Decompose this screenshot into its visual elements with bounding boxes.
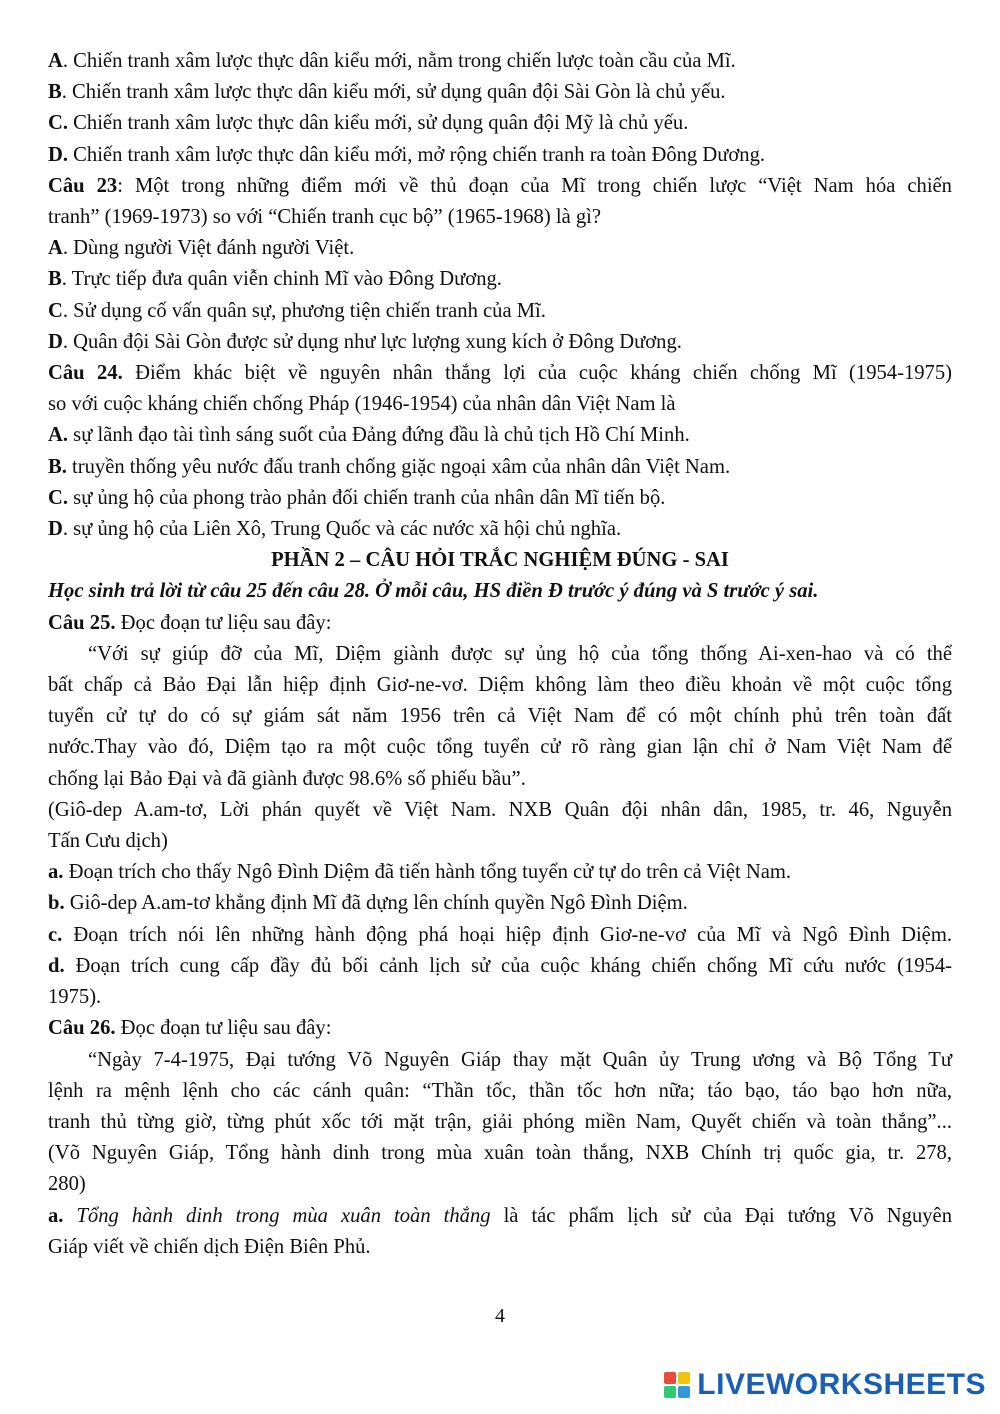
q25-passage-line2: bất chấp cả Bảo Đại lẫn hiệp định Giơ-ne-vơ. Diệm không làm theo điều khoản về một cuộc tổng (48, 674, 952, 697)
q23-stem-line1: Câu 23: Một trong những điểm mới về thủ đoạn của Mĩ trong chiến lược “Việt Nam hóa chiến (48, 174, 952, 197)
q25-statement-d: d. Đoạn trích cung cấp đầy đủ bối cảnh lịch sử của cuộc kháng chiến chống Mĩ cứu nước (1954- (48, 954, 952, 977)
q24-label: Câu 24. (48, 362, 123, 385)
q23-option-b: B. Trực tiếp đưa quân viễn chinh Mĩ vào Đông Dương. (48, 268, 502, 291)
q23-stem-line2: tranh” (1969-1973) so với “Chiến tranh cục bộ” (1965-1968) là gì? (48, 206, 602, 229)
q22-option-a: A. Chiến tranh xâm lược thực dân kiểu mới, nằm trong chiến lược toàn cầu của Mĩ. (48, 50, 736, 72)
q25-source-line1: (Giô-dep A.am-tơ, Lời phán quyết về Việt Nam. NXB Quân đội nhân dân, 1985, tr. 46, Nguyễn (48, 798, 952, 821)
q24-stem-line2: so với cuộc kháng chiến chống Pháp (1946-1954) của nhân dân Việt Nam là (48, 393, 676, 416)
liveworksheets-logo[interactable] (663, 1366, 986, 1404)
q22-option-c: C. Chiến tranh xâm lược thực dân kiểu mới, sử dụng quân đội Mỹ là chủ yếu. (48, 112, 689, 135)
q24-stem-line1: Câu 24. Điểm khác biệt về nguyên nhân thắng lợi của cuộc kháng chiến chống Mĩ (1954-1975) (48, 362, 952, 385)
q26-label: Câu 26. (48, 1017, 116, 1040)
q23-option-c: C. Sử dụng cố vấn quân sự, phương tiện chiến tranh của Mĩ. (48, 299, 546, 322)
q25-source-line2: Tấn Cưu dịch) (48, 830, 168, 853)
q25-passage-line3: tuyển cử tự do có sự giám sát năm 1956 trên cả Việt Nam để có một chính phủ trên toàn đất (48, 705, 952, 728)
q25-label: Câu 25. (48, 611, 116, 634)
q26-source-line1: (Võ Nguyên Giáp, Tổng hành dinh trong mùa xuân toàn thắng, NXB Chính trị quốc gia, tr. 278, (48, 1142, 952, 1165)
q25-intro: Câu 25. Đọc đoạn tư liệu sau đây: (48, 611, 332, 634)
q24-option-b: B. truyền thống yêu nước đấu tranh chống giặc ngoại xâm của nhân dân Việt Nam. (48, 455, 731, 478)
part2-heading: PHẦN 2 – CÂU HỎI TRẮC NGHIỆM ĐÚNG - SAI (271, 549, 729, 572)
q25-passage-line1: “Với sự giúp đỡ của Mĩ, Diệm giành được sự ủng hộ của tổng thống Ai-xen-hao và có thể (88, 642, 952, 665)
logo-text: LIVEWORKSHEETS (697, 1368, 986, 1401)
q24-option-a: A. sự lãnh đạo tài tình sáng suốt của Đảng đứng đầu là chủ tịch Hồ Chí Minh. (48, 424, 690, 447)
q24-option-d: D. sự ủng hộ của Liên Xô, Trung Quốc và các nước xã hội chủ nghĩa. (48, 518, 622, 541)
q26-book-title: Tổng hành dinh trong mùa xuân toàn thắng (76, 1204, 491, 1227)
q25-statement-b: b. Giô-dep A.am-tơ khẳng định Mĩ đã dựng lên chính quyền Ngô Đình Diệm. (48, 892, 688, 915)
q26-source-line2: 280) (48, 1173, 86, 1196)
q25-passage-line4: nước.Thay vào đó, Diệm tạo ra một cuộc tổng tuyển cử rõ ràng gian lận chỉ ở Nam Việt Nam để (48, 736, 952, 759)
q25-statement-c: c. Đoạn trích nói lên những hành động phá hoại hiệp định Giơ-ne-vơ của Mĩ và Ngô Đình Diệm. (48, 923, 952, 946)
part2-instruction: Học sinh trả lời từ câu 25 đến câu 28. Ở mỗi câu, HS điền Đ trước ý đúng và S trước ý sai. (48, 580, 819, 603)
q26-statement-a: a. Tổng hành dinh trong mùa xuân toàn thắng là tác phẩm lịch sử của Đại tướng Võ Nguyên (48, 1204, 952, 1227)
q26-passage-line2: lệnh ra mệnh lệnh cho các cánh quân: “Thần tốc, thần tốc hơn nữa; táo bạo, táo bạo hơn nữa, (48, 1079, 952, 1102)
q24-option-c: C. sự ủng hộ của phong trào phản đối chiến tranh của nhân dân Mĩ tiến bộ. (48, 486, 666, 509)
q26-intro: Câu 26. Đọc đoạn tư liệu sau đây: (48, 1017, 332, 1040)
q23-option-d: D. Quân đội Sài Gòn được sử dụng như lực lượng xung kích ở Đông Dương. (48, 330, 682, 353)
q25-statement-a: a. Đoạn trích cho thấy Ngô Đình Diệm đã tiến hành tổng tuyển cử tự do trên cả Việt Nam. (48, 861, 792, 884)
q26-statement-a-cont: Giáp viết về chiến dịch Điện Biên Phủ. (48, 1235, 371, 1258)
liveworksheets-icon (663, 1371, 691, 1399)
page-number: 4 (495, 1305, 505, 1327)
document-page (48, 46, 952, 1263)
q25-statement-d-cont: 1975). (48, 986, 102, 1009)
q26-passage-line3: tranh thủ từng giờ, từng phút xốc tới mặt trận, giải phóng miền Nam, Quyết chiến và toàn thắng”... (48, 1110, 952, 1133)
q23-label: Câu 23 (48, 174, 118, 197)
q22-option-d: D. Chiến tranh xâm lược thực dân kiểu mới, mở rộng chiến tranh ra toàn Đông Dương. (48, 143, 766, 166)
q26-passage-line1: “Ngày 7-4-1975, Đại tướng Võ Nguyên Giáp thay mặt Quân ủy Trung ương và Bộ Tổng Tư (88, 1048, 952, 1071)
q23-option-a: A. Dùng người Việt đánh người Việt. (48, 237, 355, 260)
q22-option-b: B. Chiến tranh xâm lược thực dân kiểu mới, sử dụng quân đội Sài Gòn là chủ yếu. (48, 81, 726, 104)
q25-passage-line5: chống lại Bảo Đại và đã giành được 98.6% số phiếu bầu”. (48, 767, 526, 790)
